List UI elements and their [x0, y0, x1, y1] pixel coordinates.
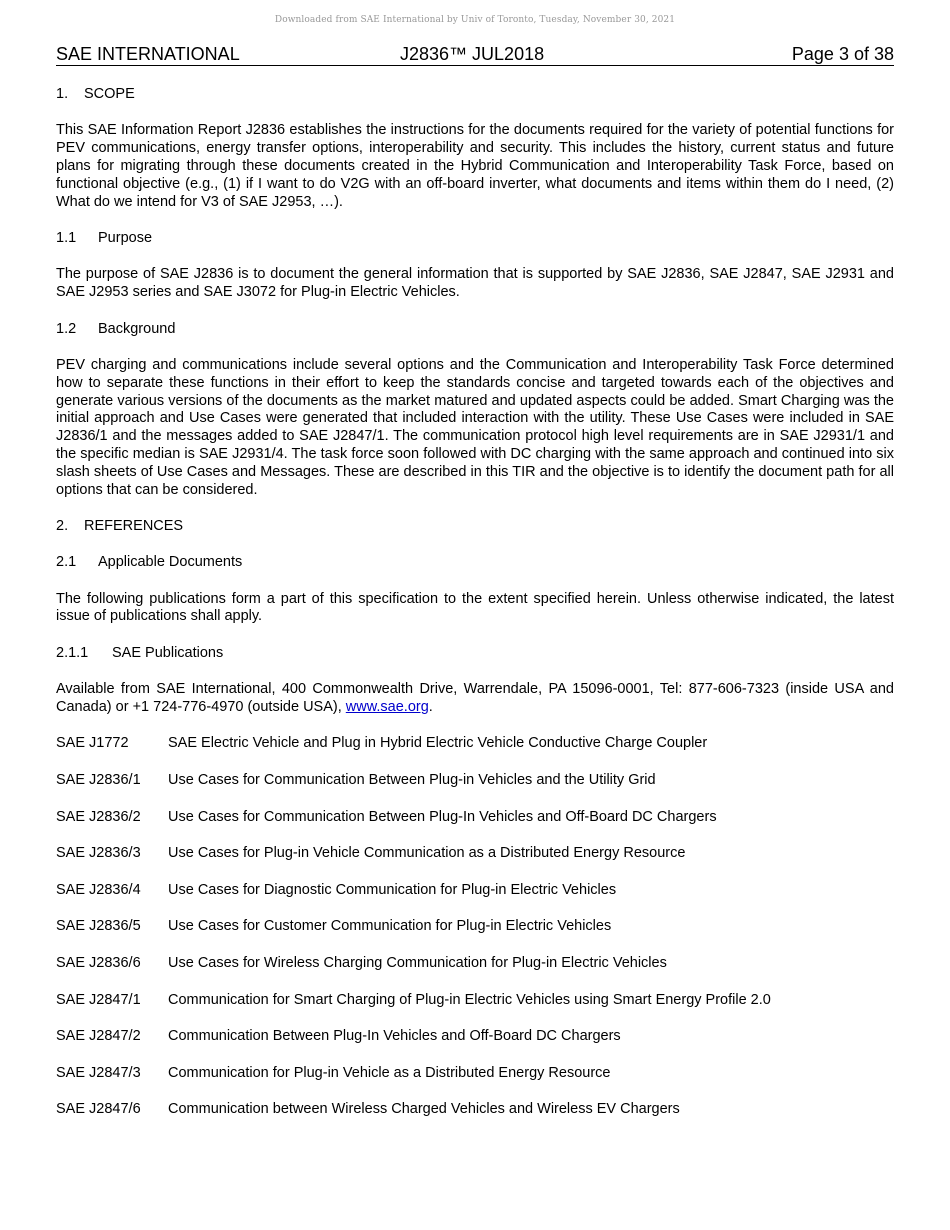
section-title: SAE Publications: [112, 644, 224, 661]
sae-publications-paragraph: [56, 681, 894, 717]
purpose-paragraph: The purpose of SAE J2836 is to document the general information that is supported by SAE J2836, SAE J2847, SAE J2931 and SAE J2953 series and SAE J3072 for Plug-in Electric Vehicles.: [56, 266, 894, 301]
section-number: 2.1.1: [56, 644, 89, 661]
page-header: [56, 44, 894, 66]
section-title: Purpose: [98, 229, 153, 246]
availability-text: Available from SAE International, 400 Commonwealth Drive, Warrendale, PA 15096-0001, Tel: 877-606-7323 (inside USA and Canada) or +1 724-776-4970 (outside USA),: [56, 681, 894, 716]
reference-title: Use Cases for Diagnostic Communication for Plug-in Electric Vehicles: [168, 881, 617, 898]
reference-title: Use Cases for Communication Between Plug-in Vehicles and the Utility Grid: [168, 772, 656, 789]
reference-item: [56, 1028, 894, 1046]
reference-code: SAE J2836/6: [56, 955, 141, 972]
heading-applicable-documents: [56, 554, 894, 572]
reference-title: Communication for Smart Charging of Plug-in Electric Vehicles using Smart Energy Profile 2.0: [168, 991, 771, 1008]
reference-title: Communication for Plug-in Vehicle as a Distributed Energy Resource: [168, 1064, 611, 1081]
reference-item: [56, 1101, 894, 1119]
reference-item: [56, 918, 894, 936]
header-doc-id: J2836™ JUL2018: [400, 44, 545, 64]
sae-website-link[interactable]: www.sae.org: [345, 699, 429, 716]
reference-list: [56, 735, 894, 1119]
section-title: Applicable Documents: [98, 554, 243, 571]
reference-code: SAE J2836/2: [56, 808, 141, 825]
heading-sae-publications: [56, 645, 894, 663]
reference-code: SAE J2847/1: [56, 991, 141, 1008]
section-title: SCOPE: [84, 86, 135, 102]
reference-code: SAE J2847/2: [56, 1028, 141, 1045]
reference-item: [56, 882, 894, 900]
header-page-number: Page 3 of 38: [791, 44, 894, 64]
availability-text-end: .: [428, 699, 433, 716]
section-number: 2.1: [56, 554, 77, 571]
reference-item: [56, 809, 894, 827]
applicable-paragraph: The following publications form a part of this specification to the extent specified herein. Unless otherwise indicated, the latest issue of publications shall apply.: [56, 590, 894, 625]
reference-item: [56, 1065, 894, 1083]
reference-item: [56, 845, 894, 863]
reference-code: SAE J2836/3: [56, 845, 141, 862]
header-org: SAE INTERNATIONAL: [56, 44, 240, 64]
scope-paragraph: This SAE Information Report J2836 establishes the instructions for the documents required for the variety of potential functions for PEV communications, energy transfer options, interoperability and security. This includes the history, current status and future plans for migrating through these documents created in the Hybrid Communication and Interoperability Task Force, based on functional objective (e.g., (1) if I want to do V2G with an off-board inverter, what documents and items within them do I need, (2) What do we intend for V3 of SAE J2953, …).: [56, 122, 894, 210]
reference-title: Use Cases for Plug-in Vehicle Communication as a Distributed Energy Resource: [168, 845, 686, 862]
heading-scope: [56, 86, 894, 104]
reference-code: SAE J1772: [56, 735, 129, 752]
section-title: Background: [98, 320, 176, 337]
reference-title: Communication Between Plug-In Vehicles and Off-Board DC Chargers: [168, 1028, 621, 1045]
document-body: [56, 86, 894, 1138]
section-number: 1.2: [56, 320, 77, 337]
heading-purpose: [56, 230, 894, 248]
background-paragraph: PEV charging and communications include several options and the Communication and Interoperability Task Force determined how to separate these functions in their effort to keep the standards concise and targeted towards each of the objectives and generate various versions of the documents as the market matured and updated aspects could be added. Smart Charging was the initial approach and Use Cases were generated that included interaction with the utility. These Use Cases were included in SAE J2836/1 and the messages added to SAE J2847/1. The communication protocol high level requirements are in SAE J2931/1 and the specific median is SAE J2931/4. The task force soon followed with DC charging with the same approach and continued into six slash sheets of Use Cases and Messages. These are described in this TIR and the objective is to identify the document path for all options that can be considered.: [56, 356, 894, 498]
heading-references: [56, 518, 894, 536]
section-number: 2.: [56, 517, 69, 534]
reference-code: SAE J2836/5: [56, 918, 141, 935]
reference-item: [56, 735, 894, 753]
reference-title: Use Cases for Customer Communication for Plug-in Electric Vehicles: [168, 918, 612, 935]
section-number: 1.1: [56, 229, 77, 246]
reference-code: SAE J2847/6: [56, 1101, 141, 1118]
reference-item: [56, 955, 894, 973]
reference-title: Communication between Wireless Charged Vehicles and Wireless EV Chargers: [168, 1101, 680, 1118]
reference-title: Use Cases for Communication Between Plug-In Vehicles and Off-Board DC Chargers: [168, 808, 717, 825]
reference-title: SAE Electric Vehicle and Plug in Hybrid Electric Vehicle Conductive Charge Coupler: [168, 735, 708, 752]
heading-background: [56, 321, 894, 339]
reference-code: SAE J2847/3: [56, 1064, 141, 1081]
reference-item: [56, 772, 894, 790]
section-number: 1.: [56, 86, 69, 102]
reference-code: SAE J2836/4: [56, 881, 141, 898]
reference-item: [56, 992, 894, 1010]
reference-code: SAE J2836/1: [56, 772, 141, 789]
reference-title: Use Cases for Wireless Charging Communication for Plug-in Electric Vehicles: [168, 955, 667, 972]
section-title: REFERENCES: [84, 517, 184, 534]
download-watermark: Downloaded from SAE International by Univ of Toronto, Tuesday, November 30, 2021: [274, 15, 676, 25]
